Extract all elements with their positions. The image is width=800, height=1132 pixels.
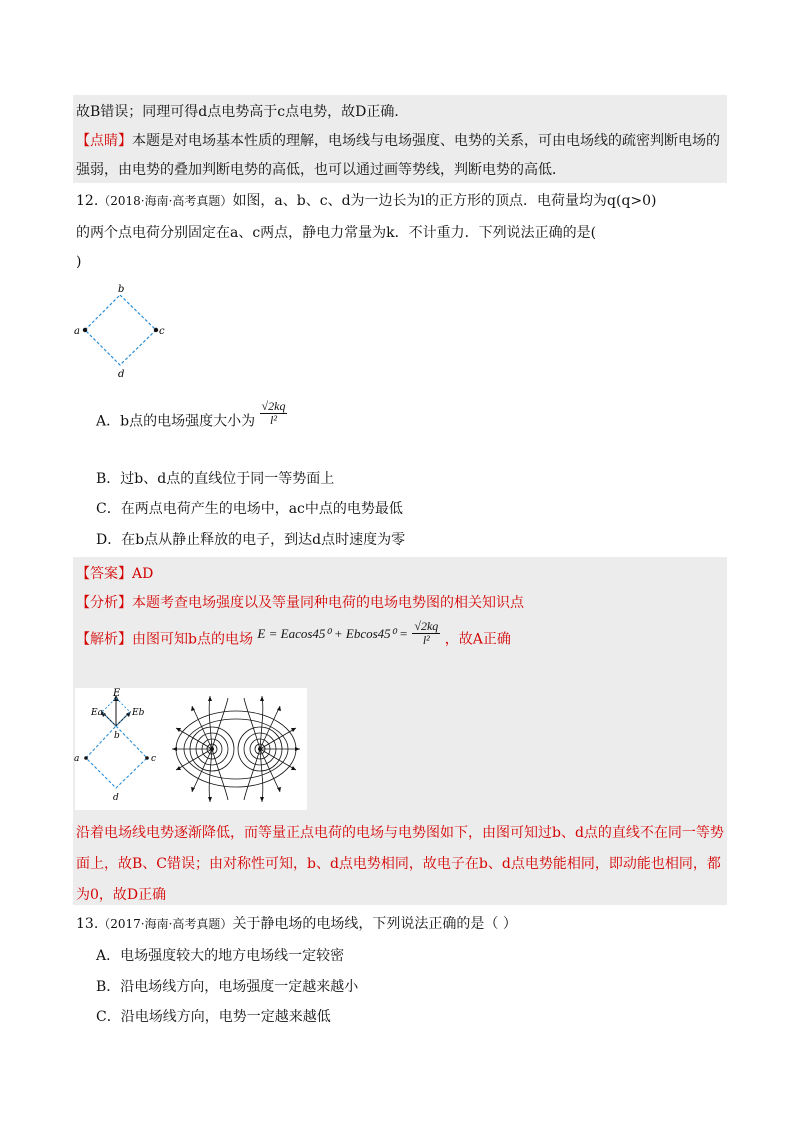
- q12-field-lines-figure: [170, 692, 302, 806]
- fig2-label-c: c: [151, 754, 157, 764]
- q13-number: 13.: [76, 916, 99, 932]
- q13-option-b: B．沿电场线方向，电场强度一定越来越小: [96, 979, 359, 995]
- fig2-label-b: b: [114, 731, 120, 741]
- q12-solution: [76, 619, 511, 653]
- solution-prefix: 由图可知b点的电场: [132, 631, 253, 648]
- answer-label: 【答案】: [76, 566, 132, 582]
- q13-source: （2017·海南·高考真题）: [98, 917, 233, 931]
- q12-explain-1: 沿着电场线电势逐渐降低，而等量正点电荷的电场与电势图如下，由图可知过b、d点的直线不在同一等势: [76, 825, 724, 841]
- q12-option-c: C．在两点电荷产生的电场中，ac中点的电势最低: [96, 501, 403, 517]
- q13-stem-text: 关于静电场的电场线，下列说法正确的是（ ）: [232, 916, 517, 932]
- fig2-label-Ea: Ea: [91, 708, 103, 718]
- fig2-label-d: d: [113, 793, 119, 803]
- tip-label: 【点睛】: [76, 133, 132, 149]
- tip-line-2: 强弱，由电势的叠加判断电势的高低，也可以通过画等势线，判断电势的高低．: [76, 162, 566, 178]
- q13-stem: [76, 913, 517, 933]
- q12-explain-3: 为0，故D正确: [76, 887, 167, 903]
- q12-stem-3: ): [76, 254, 82, 270]
- q12-stem-1: [76, 190, 657, 210]
- q12-analysis: [76, 592, 524, 612]
- q12-stem-text-1: 如图，a、b、c、d为一边长为l的正方形的顶点．电荷量均为q(q>0): [232, 193, 657, 209]
- solution-suffix: ，故A正确: [444, 631, 511, 648]
- charge-c-dot: [154, 328, 158, 332]
- fig2-label-E: E: [113, 688, 121, 699]
- q12-option-a: [96, 399, 287, 435]
- tip-line-1: [76, 130, 720, 150]
- solution-formula: E = Eacos45⁰ + Ebcos45⁰ =: [257, 625, 408, 641]
- q13-option-a: A．电场强度较大的地方电场线一定较密: [96, 948, 345, 964]
- label-c: c: [159, 326, 165, 337]
- charge-a-dot: [83, 328, 87, 332]
- q12-option-d: D．在b点从静止释放的电子，到达d点时速度为零: [96, 532, 406, 548]
- q12-number: 12.: [76, 193, 99, 209]
- fig2-label-a: a: [74, 754, 80, 764]
- solution-fraction: [412, 620, 440, 647]
- q12-option-a-den: l²: [270, 413, 277, 428]
- q12-option-a-text: A．b点的电场强度大小为: [96, 413, 256, 430]
- label-d: d: [118, 369, 125, 380]
- analysis-text: 本题考查电场强度以及等量同种电荷的电场电势图的相关知识点: [132, 595, 524, 611]
- solution-num: √2kq: [414, 619, 439, 633]
- answer-value: AD: [132, 566, 154, 582]
- q12-source: （2018·海南·高考真题）: [98, 194, 233, 208]
- prev-line: 故B错误；同理可得d点电势高于c点电势，故D正确．: [76, 104, 409, 120]
- solution-label: 【解析】: [76, 631, 132, 648]
- tip-text-1: 本题是对电场基本性质的理解，电场线与电场强度、电势的关系，可由电场线的疏密判断电场的: [132, 133, 720, 149]
- q12-square-figure: [70, 283, 170, 383]
- q12-stem-2: 的两个点电荷分别固定在a、c两点，静电力常量为k．不计重力．下列说法正确的是(: [76, 225, 597, 241]
- analysis-label: 【分析】: [76, 595, 132, 611]
- label-a: a: [74, 326, 80, 337]
- q12-vector-figure: [70, 688, 160, 810]
- label-b: b: [118, 284, 125, 295]
- q12-option-a-fraction: [260, 400, 288, 427]
- q12-explain-2: 面上，故B、C错误；由对称性可知，b、d点电势相同，故电子在b、d点电势能相同，即动能也相同，都: [76, 856, 721, 872]
- solution-den: l²: [422, 633, 430, 648]
- fig2-label-Eb: Eb: [132, 708, 145, 718]
- q13-option-c: C．沿电场线方向，电势一定越来越低: [96, 1009, 331, 1025]
- q12-option-a-num: √2kq: [261, 399, 286, 413]
- q12-answer: [76, 563, 153, 583]
- q12-option-b: B．过b、d点的直线位于同一等势面上: [96, 471, 335, 487]
